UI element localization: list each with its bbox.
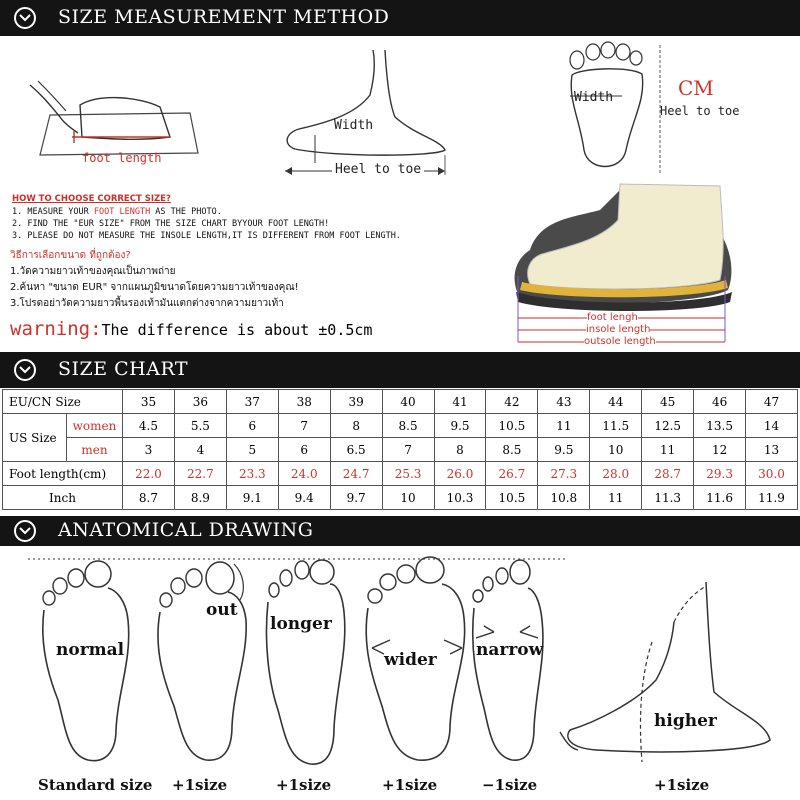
thai-step-2: 2.ค้นหา "ขนาด EUR" จากแผนภูมิขนาดโดยความยาวเท้าของคุณ! (10, 282, 299, 293)
inch-cell: 11 (590, 486, 642, 510)
size-adjust-label: +1size (382, 776, 438, 794)
women-cell: 14 (746, 414, 798, 438)
foot-cm-cell: 26.0 (434, 462, 486, 486)
men-label: men (67, 438, 123, 462)
foot-outline-higher (556, 582, 776, 772)
foot-type-label: normal (56, 640, 125, 660)
section-title: SIZE CHART (58, 358, 189, 380)
eu-cell: 38 (278, 390, 330, 414)
howto-title: HOW TO CHOOSE CORRECT SIZE? (12, 194, 171, 204)
eu-cell: 35 (123, 390, 175, 414)
cm-label: CM (678, 76, 714, 100)
size-chart-table (2, 389, 798, 510)
eu-cell: 44 (590, 390, 642, 414)
men-cell: 11 (642, 438, 694, 462)
women-cell: 8.5 (382, 414, 434, 438)
foot-length-label: foot length (82, 151, 162, 165)
foot-cm-cell: 24.0 (278, 462, 330, 486)
row-eu (3, 390, 798, 414)
howto-step-2: 2. FIND THE "EUR SIZE" FROM THE SIZE CHART BYYOUR FOOT LENGTH! (12, 219, 330, 229)
inch-cell: 10.3 (434, 486, 486, 510)
women-cell: 4.5 (123, 414, 175, 438)
foot-cm-cell: 28.0 (590, 462, 642, 486)
shoe-outsole-length-label: outsole length (584, 336, 656, 347)
eu-cell: 40 (382, 390, 434, 414)
sole-width-label: Width (574, 90, 614, 105)
eu-cell: 42 (486, 390, 538, 414)
chevron-down-icon (14, 359, 36, 381)
thai-step-1: 1.วัดความยาวเท้าของคุณเป็นภาพถ่าย (10, 266, 176, 277)
foot-cm-cell: 23.3 (226, 462, 278, 486)
size-adjust-label: −1size (482, 776, 538, 794)
women-cell: 9.5 (434, 414, 486, 438)
men-cell: 7 (382, 438, 434, 462)
howto-step-1: 1. MEASURE YOUR FOOT LENGTH AS THE PHOTO. (12, 207, 222, 217)
inch-cell: 9.7 (330, 486, 382, 510)
width-label: Width (334, 118, 374, 133)
women-cell: 11 (538, 414, 590, 438)
foot-length-row-label: Foot length(cm) (3, 462, 123, 486)
foot-cm-cell: 25.3 (382, 462, 434, 486)
sole-heel-to-toe-label: Heel to toe (660, 104, 740, 118)
eu-cell: 47 (746, 390, 798, 414)
section-header-measurement (0, 0, 800, 36)
foot-cm-cell: 22.0 (123, 462, 175, 486)
foot-outline-longer (258, 550, 358, 768)
size-adjust-label: +1size (654, 776, 710, 794)
men-cell: 10 (590, 438, 642, 462)
women-cell: 11.5 (590, 414, 642, 438)
eu-cell: 37 (226, 390, 278, 414)
women-cell: 12.5 (642, 414, 694, 438)
women-label: women (67, 414, 123, 438)
row-women (3, 414, 798, 438)
foot-outline-out (148, 556, 258, 766)
foot-cm-cell: 22.7 (174, 462, 226, 486)
heel-to-toe-label: Heel to toe (332, 162, 424, 177)
men-cell: 8 (434, 438, 486, 462)
foot-cm-cell: 29.3 (694, 462, 746, 486)
inch-cell: 10.5 (486, 486, 538, 510)
foot-type-label: wider (384, 650, 437, 670)
eu-cell: 39 (330, 390, 382, 414)
thai-title: วิธีการเลือกขนาด ที่ถูกต้อง? (10, 250, 131, 261)
row-inch (3, 486, 798, 510)
inch-cell: 10.8 (538, 486, 590, 510)
men-cell: 5 (226, 438, 278, 462)
men-cell: 4 (174, 438, 226, 462)
section-header-anatomical (0, 516, 800, 546)
foot-type-label: longer (270, 614, 332, 634)
section-header-size-chart (0, 352, 800, 388)
men-cell: 3 (123, 438, 175, 462)
size-adjust-label: +1size (276, 776, 332, 794)
inch-cell: 11.3 (642, 486, 694, 510)
inch-cell: 10 (382, 486, 434, 510)
shoe-foot-length-label: foot lengh (587, 312, 638, 323)
chevron-down-icon (14, 7, 36, 29)
men-cell: 13 (746, 438, 798, 462)
shoe-insole-length-label: insole length (586, 324, 651, 335)
eu-cell: 41 (434, 390, 486, 414)
women-cell: 13.5 (694, 414, 746, 438)
men-cell: 12 (694, 438, 746, 462)
row-men (3, 438, 798, 462)
howto-step-3: 3. PLEASE DO NOT MEASURE THE INSOLE LENGTH,IT IS DIFFERENT FROM FOOT LENGTH. (12, 231, 401, 241)
inch-cell: 8.7 (123, 486, 175, 510)
foot-outline-normal (36, 560, 146, 765)
men-cell: 9.5 (538, 438, 590, 462)
eu-size-label: EU/CN Size (3, 390, 123, 414)
section-title: ANATOMICAL DRAWING (58, 519, 314, 541)
eu-cell: 36 (174, 390, 226, 414)
warning-note: warning:The difference is about ±0.5cm (10, 318, 373, 340)
women-cell: 7 (278, 414, 330, 438)
row-foot-length (3, 462, 798, 486)
men-cell: 6.5 (330, 438, 382, 462)
inch-cell: 9.4 (278, 486, 330, 510)
women-cell: 8 (330, 414, 382, 438)
women-cell: 5.5 (174, 414, 226, 438)
women-cell: 10.5 (486, 414, 538, 438)
foot-cm-cell: 24.7 (330, 462, 382, 486)
size-adjust-label: +1size (172, 776, 228, 794)
men-cell: 6 (278, 438, 330, 462)
us-size-label: US Size (3, 414, 67, 462)
women-cell: 6 (226, 414, 278, 438)
sole-outline-illustration (560, 40, 670, 180)
section-title: SIZE MEASUREMENT METHOD (58, 6, 390, 28)
foot-type-label: narrow (476, 640, 544, 660)
foot-outline-narrow (466, 558, 556, 766)
eu-cell: 46 (694, 390, 746, 414)
inch-cell: 9.1 (226, 486, 278, 510)
inch-cell: 11.6 (694, 486, 746, 510)
foot-cm-cell: 28.7 (642, 462, 694, 486)
inch-cell: 11.9 (746, 486, 798, 510)
thai-step-3: 3.โปรดอย่าวัดความยาวพื้นรองเท้ามันแตกต่างจากความยาวเท้า (10, 298, 284, 309)
eu-cell: 45 (642, 390, 694, 414)
foot-cm-cell: 26.7 (486, 462, 538, 486)
inch-cell: 8.9 (174, 486, 226, 510)
size-adjust-label: Standard size (38, 776, 153, 794)
foot-cm-cell: 27.3 (538, 462, 590, 486)
foot-type-label: out (206, 600, 238, 620)
men-cell: 8.5 (486, 438, 538, 462)
foot-type-label: higher (654, 711, 717, 731)
foot-cm-cell: 30.0 (746, 462, 798, 486)
eu-cell: 43 (538, 390, 590, 414)
inch-label: Inch (3, 486, 123, 510)
chevron-down-icon (14, 520, 36, 542)
